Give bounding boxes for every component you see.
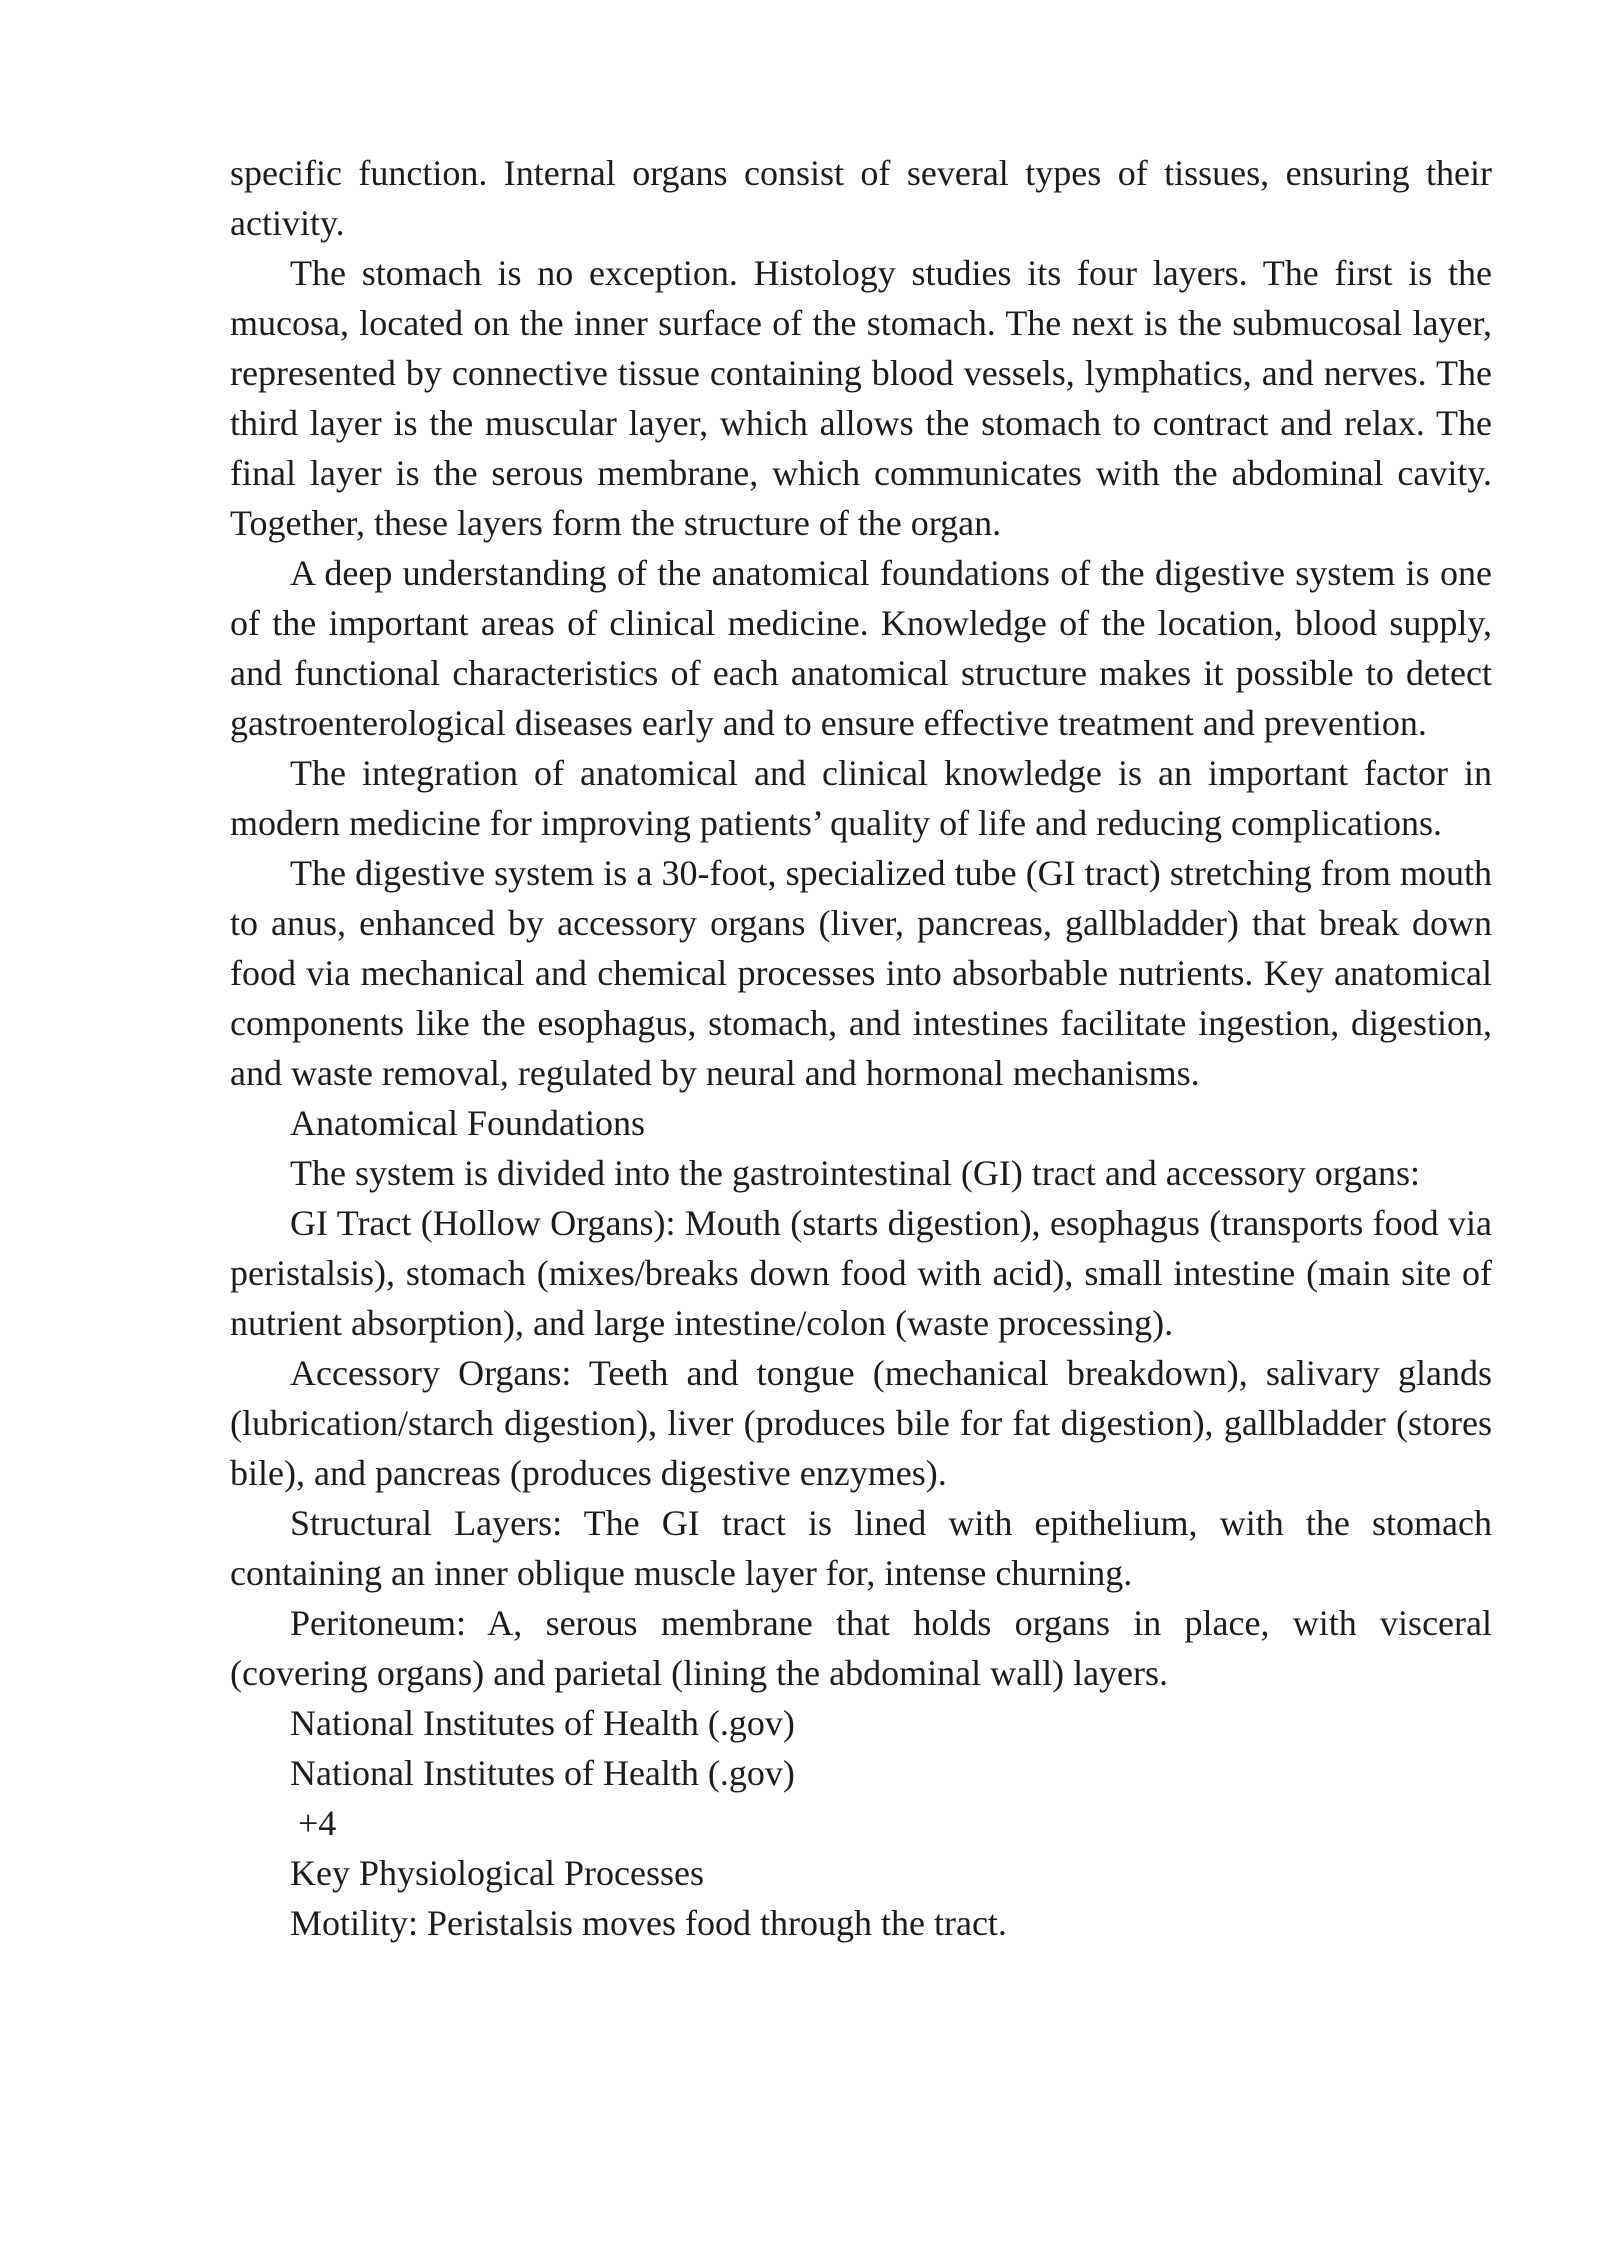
document-body — [230, 148, 1492, 1948]
paragraph-stomach-layers: The stomach is no exception. Histology studies its four layers. The first is the mucosa, located on the inner surface of the stomach. The next is the submucosal layer, represented by connective tissue containing blood vessels, lymphatics, and nerves. The third layer is the muscular layer, which allows the stomach to contract and relax. The final layer is the serous membrane, which communicates with the abdominal cavity. Together, these layers form the structure of the organ. — [230, 253, 1492, 543]
source-line-nih-1: National Institutes of Health (.gov) — [290, 1703, 795, 1743]
heading-anatomical-foundations: Anatomical Foundations — [290, 1103, 645, 1143]
source-count-badge: +4 — [298, 1803, 337, 1843]
paragraph-gi-tract: GI Tract (Hollow Organs): Mouth (starts digestion), esophagus (transports food via peristalsis), stomach (mixes/breaks down food with acid), small intestine (main site of nutrient absorption), and large intestine/colon (waste processing). — [230, 1203, 1492, 1343]
source-line-nih-2: National Institutes of Health (.gov) — [290, 1753, 795, 1793]
paragraph-integration: The integration of anatomical and clinical knowledge is an important factor in modern medicine for improving patients’ quality of life and reducing complications. — [230, 753, 1492, 843]
paragraph-anatomical-understanding: A deep understanding of the anatomical foundations of the digestive system is one of the important areas of clinical medicine. Knowledge of the location, blood supply, and functional characteristics of each anatomical structure makes it possible to detect gastroenterological diseases early and to ensure effective treatment and prevention. — [230, 553, 1492, 743]
paragraph-accessory-organs: Accessory Organs: Teeth and tongue (mechanical breakdown), salivary glands (lubrication/starch digestion), liver (produces bile for fat digestion), gallbladder (stores bile), and pancreas (produces digestive enzymes). — [230, 1353, 1492, 1493]
paragraph-structural-layers: Structural Layers: The GI tract is lined with epithelium, with the stomach containing an inner oblique muscle layer for, intense churning. — [230, 1503, 1492, 1593]
paragraph-system-division: The system is divided into the gastrointestinal (GI) tract and accessory organs: — [290, 1153, 1421, 1193]
paragraph-continuation: specific function. Internal organs consist of several types of tissues, ensuring their activity. — [230, 153, 1492, 243]
heading-key-physiological-processes: Key Physiological Processes — [290, 1853, 704, 1893]
paragraph-peritoneum: Peritoneum: A, serous membrane that holds organs in place, with visceral (covering organs) and parietal (lining the abdominal wall) layers. — [230, 1603, 1492, 1693]
paragraph-motility: Motility: Peristalsis moves food through the tract. — [290, 1903, 1007, 1943]
paragraph-digestive-system-overview: The digestive system is a 30-foot, specialized tube (GI tract) stretching from mouth to anus, enhanced by accessory organs (liver, pancreas, gallbladder) that break down food via mechanical and chemical processes into absorbable nutrients. Key anatomical components like the esophagus, stomach, and intestines facilitate ingestion, digestion, and waste removal, regulated by neural and hormonal mechanisms. — [230, 853, 1492, 1093]
